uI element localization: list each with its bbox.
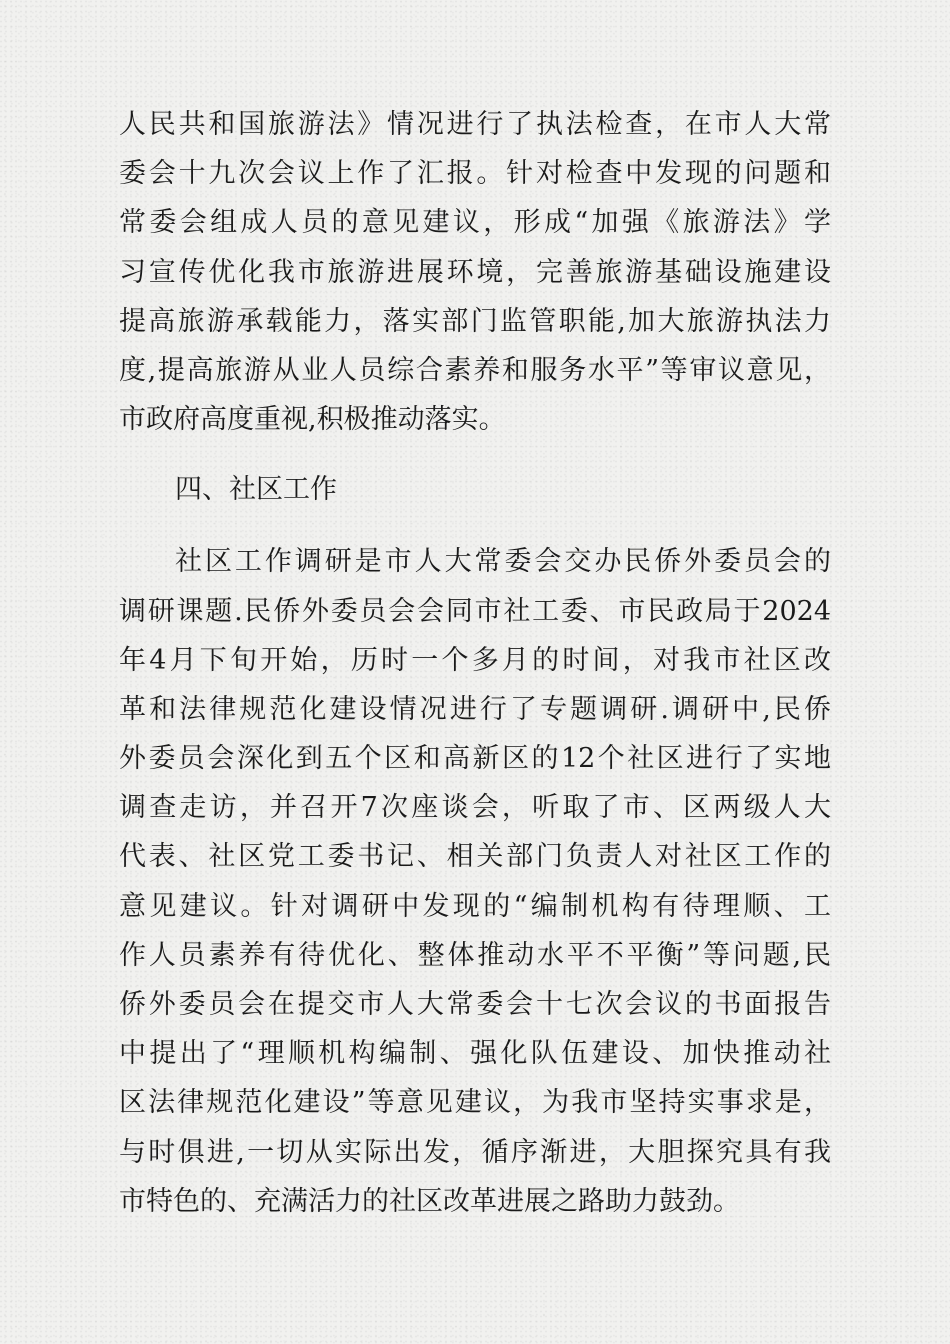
text-line: 意见建议。针对调研中发现的“编制机构有待理顺、工 [119,890,831,922]
text-line: 提高旅游承载能力，落实部门监管职能,加大旅游执法力 [119,305,831,337]
text-line: 与时俱进,一切从实际出发，循序渐进，大胆探究具有我 [119,1136,831,1168]
text-line: 代表、社区党工委书记、相关部门负责人对社区工作的 [119,841,831,873]
text-line: 革和法律规范化建设情况进行了专题调研.调研中,民侨 [119,693,831,725]
text-line: 外委员会深化到五个区和高新区的12个社区进行了实地 [119,743,831,775]
section-heading: 四、社区工作 [175,474,337,506]
text-line: 年4月下旬开始，历时一个多月的时间，对我市社区改 [119,644,831,676]
text-line: 市特色的、充满活力的社区改革进展之路助力鼓劲。 [119,1185,740,1217]
text-line: 社区工作调研是市人大常委会交办民侨外委员会的 [175,546,831,578]
paragraph-community-work [119,537,831,1226]
text-line: 市政府高度重视,积极推动落实。 [119,404,506,436]
text-line: 人民共和国旅游法》情况进行了执法检查，在市人大常 [119,109,831,140]
text-line: 调查走访，并召开7次座谈会，听取了市、区两级人大 [119,792,831,824]
text-line: 侨外委员会在提交市人大常委会十七次会议的书面报告 [119,989,831,1020]
text-line: 习宣传优化我市旅游进展环境，完善旅游基础设施建设 [119,256,831,288]
text-line: 作人员素养有待优化、整体推动水平不平衡”等问题,民 [119,939,831,971]
text-line: 常委会组成人员的意见建议，形成“加强《旅游法》学 [119,207,831,239]
text-line: 委会十九次会议上作了汇报。针对检查中发现的问题和 [119,158,831,190]
text-line: 调研课题.民侨外委员会会同市社工委、市民政局于2024 [119,595,831,627]
text-line: 中提出了“理顺机构编制、强化队伍建设、加快推动社 [119,1038,831,1070]
paragraph-tourism-law [119,100,831,444]
document-page [119,100,831,1226]
text-line: 度,提高旅游从业人员综合素养和服务水平”等审议意见， [119,354,831,386]
text-line: 区法律规范化建设”等意见建议，为我市坚持实事求是， [119,1087,831,1119]
